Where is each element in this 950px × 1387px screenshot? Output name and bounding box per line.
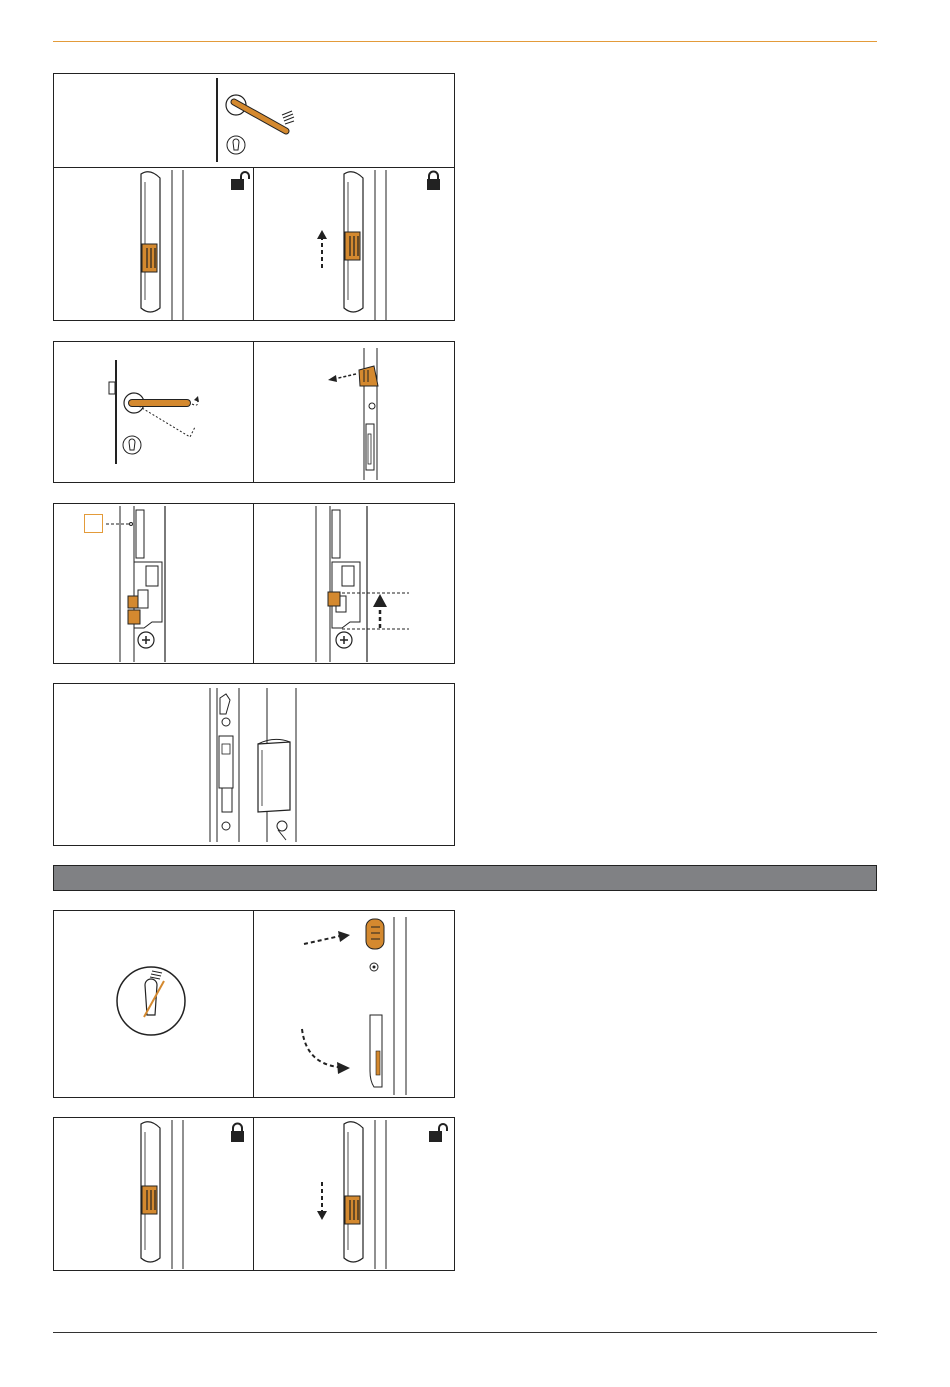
handle-illustration-top [54, 74, 454, 167]
bolt-throw-illustration [254, 911, 454, 1097]
handle-press-illustration [54, 342, 253, 482]
instruction-panel-6 [53, 1117, 455, 1271]
lock-strip-locked-2 [54, 1118, 253, 1270]
lock-strip-unlocked [54, 168, 253, 321]
footer-rule [53, 1332, 877, 1333]
instruction-panel-2 [53, 341, 455, 483]
latch-retract-illustration [254, 342, 454, 482]
header-rule [53, 41, 877, 42]
padlock-closed-icon [228, 1124, 250, 1144]
adjust-latch-before [54, 504, 253, 663]
instruction-panel-1 [53, 73, 455, 321]
padlock-closed-icon [424, 172, 446, 192]
padlock-open-icon [427, 1124, 451, 1144]
section-header-bar [53, 865, 877, 891]
instruction-panel-4 [53, 683, 455, 846]
lock-strip-locked [254, 168, 454, 321]
lock-strip-unlocked-2 [254, 1118, 454, 1270]
adjust-latch-after [254, 504, 454, 663]
instruction-panel-5 [53, 910, 455, 1098]
key-cylinder-illustration [54, 911, 253, 1097]
padlock-open-icon [229, 172, 253, 192]
instruction-panel-3 [53, 503, 455, 664]
strike-plate-illustration [54, 684, 454, 845]
